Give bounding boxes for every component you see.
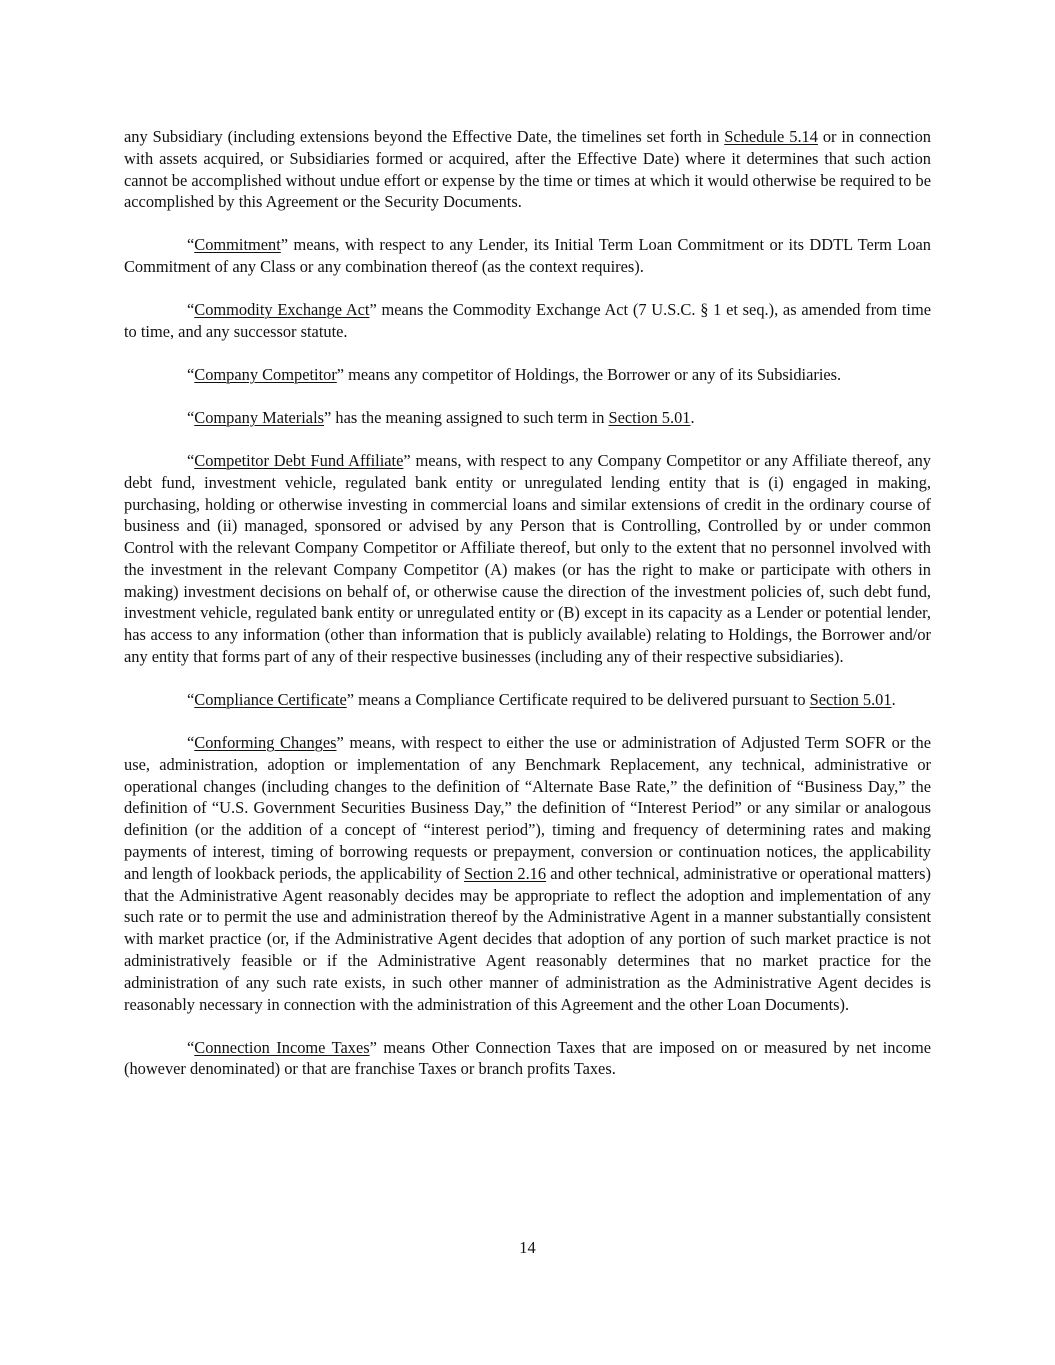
paragraph-text-segment: “ — [187, 300, 195, 320]
defined-term-company-competitor-1: Company Competitor — [194, 364, 337, 384]
paragraph-text-segment: “ — [187, 450, 195, 470]
paragraph-text-segment: any Subsidiary (including extensions beyond the Effective Date, the timelines set forth in — [124, 127, 725, 146]
paragraph-text-segment: . — [891, 690, 896, 710]
defined-term-connection-income-taxes-1: Connection Income Taxes — [194, 1037, 370, 1057]
paragraph-text-segment: “ — [187, 690, 195, 710]
paragraph-text-segment: and other technical, administrative or operational matters) that the Administrative Agent reasonably decides may be appropriate to reflect the adoption and implementation of any such rate or to permit the use and administration thereof by the Administrative Agent in a manner substantially consistent with market practice (or, if the Administrative Agent decides that adoption of any portion of such market practice is not administratively feasible or if the Administrative Agent reasonably determines that no market practice for the administration of any such rate exists, in such other manner of administration as the Administrative Agent decides is reasonably necessary in connection with the administration of this Agreement and the other Loan Documents). — [124, 863, 931, 1014]
paragraph-text-segment: ” means any competitor of Holdings, the Borrower or any of its Subsidiaries. — [336, 364, 842, 384]
paragraph-commodity-exchange-act — [124, 299, 931, 343]
defined-term-conforming-changes-3: Section 2.16 — [464, 863, 547, 883]
defined-term-compliance-certificate-1: Compliance Certificate — [194, 690, 347, 710]
paragraph-competitor-debt-fund-affiliate — [124, 450, 931, 668]
paragraph-text-segment: ” means, with respect to either the use or administration of Adjusted Term SOFR or the use, administration, adoption or implementation of any Benchmark Replacement, any technical, administrative or operational changes (including changes to the definition of “Alternate Base Rate,” the definition of “Business Day,” the definition of “U.S. Government Securities Business Day,” the definition of “Interest Period” or any similar or analogous definition (or the addition of a concept of “interest period”), timing and frequency of determining rates and making payments of interest, timing of borrowing requests or prepayment, conversion or continuation notices, the applicability and length of lookback periods, the applicability of — [124, 733, 931, 883]
paragraph-company-competitor — [124, 364, 931, 386]
paragraph-commitment — [124, 234, 931, 278]
defined-term-company-materials-1: Company Materials — [194, 407, 325, 427]
paragraph-text-segment: ” means Other Connection Taxes that are imposed on or measured by net income (however denominated) or that are franchise Taxes or branch profits Taxes. — [124, 1037, 931, 1079]
defined-term-commitment-1: Commitment — [194, 235, 281, 255]
paragraph-text-segment: “ — [187, 364, 195, 384]
defined-term-p0-1: Schedule 5.14 — [724, 127, 818, 146]
paragraph-text-segment: “ — [187, 407, 195, 427]
paragraph-text-segment: ” means, with respect to any Company Competitor or any Affiliate thereof, any debt fund, investment vehicle, regulated bank entity or unregulated lending entity that is (i) engaged in making, purchasing, holding or otherwise investing in commercial loans and similar extensions of credit in the ordinary course of business and (ii) managed, sponsored or advised by any Person that is Controlling, Controlled by or under common Control with the relevant Company Competitor or Affiliate thereof, but only to the extent that no personnel involved with the investment in the relevant Company Competitor (A) makes (or has the right to make or participate with others in making) investment decisions on behalf of, or otherwise cause the direction of the investment policies of, such debt fund, investment vehicle, regulated bank entity or unregulated entity or (B) except in its capacity as a Lender or potential lender, has access to any information (other than information that is publicly available) relating to Holdings, the Borrower and/or any entity that forms part of any of their respective businesses (including any of their respective subsidiaries). — [124, 450, 931, 667]
paragraph-text-segment: ” means a Compliance Certificate required to be delivered pursuant to — [346, 690, 810, 710]
defined-term-competitor-debt-fund-affiliate-1: Competitor Debt Fund Affiliate — [194, 450, 404, 470]
defined-term-compliance-certificate-3: Section 5.01 — [809, 690, 892, 710]
defined-term-conforming-changes-1: Conforming Changes — [194, 733, 337, 753]
paragraph-compliance-certificate — [124, 689, 931, 711]
paragraph-text-segment: . — [690, 407, 695, 427]
defined-term-commodity-exchange-act-1: Commodity Exchange Act — [194, 300, 370, 320]
paragraph-text-segment: or in connection with assets acquired, or Subsidiaries formed or acquired, after the Effective Date) where it determines that such action cannot be accomplished without undue effort or expense by the time or times at which it would otherwise be required to be accomplished by this Agreement or the Security Documents. — [124, 127, 931, 212]
paragraph-text-segment: ” means, with respect to any Lender, its Initial Term Loan Commitment or its DDTL Term Loan Commitment of any Class or any combination thereof (as the context requires). — [124, 235, 931, 277]
paragraph-connection-income-taxes — [124, 1037, 931, 1081]
paragraph-conforming-changes — [124, 732, 931, 1015]
paragraph-text-segment: “ — [187, 733, 195, 753]
defined-term-company-materials-3: Section 5.01 — [608, 407, 691, 427]
document-body — [124, 126, 931, 1101]
paragraph-text-segment: ” has the meaning assigned to such term in — [324, 407, 609, 427]
paragraph-text-segment: ” means the Commodity Exchange Act (7 U.S.C. § 1 et seq.), as amended from time to time, and any successor statute. — [124, 300, 931, 341]
paragraph-text-segment: “ — [187, 1037, 195, 1057]
paragraph-text-segment: “ — [187, 235, 195, 255]
paragraph-company-materials — [124, 407, 931, 429]
page-number: 14 — [519, 1238, 536, 1257]
paragraph-p0 — [124, 126, 931, 213]
